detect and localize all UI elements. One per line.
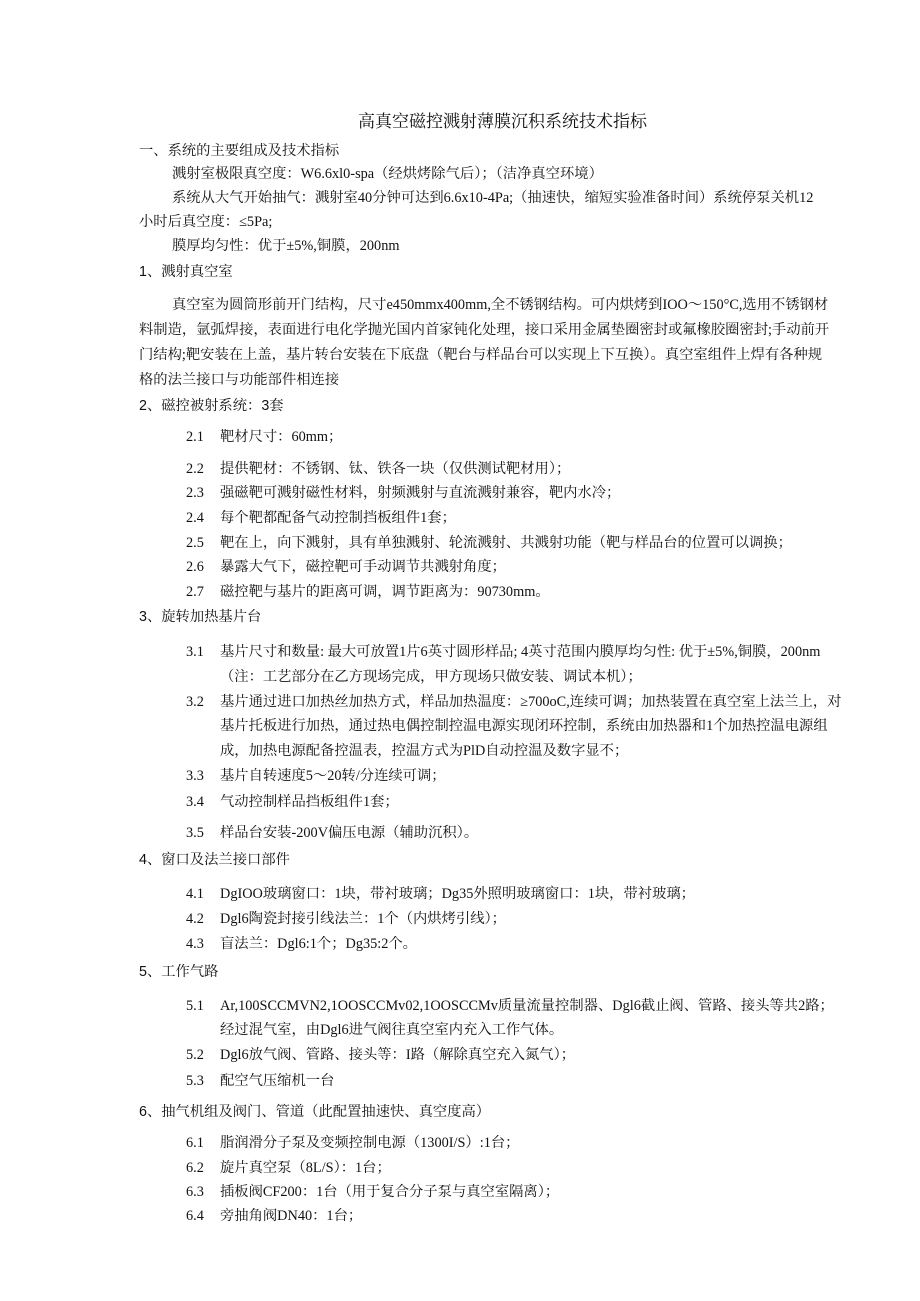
item-number: 2.2 [186,461,204,477]
item-number: 3.5 [186,825,204,841]
paragraph-line: 格的法兰接口与功能部件相连接 [139,372,340,388]
list-item [186,508,456,528]
item-number: 2.4 [186,510,204,526]
section-heading-substrate-stage: 3、旋转加热基片台 [139,609,262,625]
spec-line: 系统从大气开始抽气：溅射室40分钟可达到6.6x10-4Pa;（抽速快，缩短实验准备时间）系统停泵关机12 [172,190,814,206]
item-text: Dgl6放气阀、管路、接头等：I路（解除真空充入氮气）； [220,1047,576,1063]
spec-line: 溅射室极限真空度：W6.6xl0-spa（经烘烤除气后）；（洁净真空环境） [172,166,603,182]
item-continuation: （注：工艺部分在乙方现场完成，甲方现场只做安装、调试本机）； [220,669,642,685]
list-item [186,582,550,602]
item-continuation: 成，加热电源配备控温表，控温方式为PlD自动控温及数字显不； [220,743,629,759]
item-text: 配空气压缩机一台 [220,1073,335,1089]
list-item [186,692,841,712]
list-item [186,996,834,1016]
item-text: 基片自转速度5～20转/分连续可调； [220,768,446,784]
item-text: 气动控制样品挡板组件1套； [220,794,399,810]
item-continuation: 经过混气室，由Dgl6进气阀往真空室内充入工作气体。 [220,1022,564,1038]
spec-line: 膜厚均匀性：优于±5%,铜膜，200nm [172,238,400,254]
section-heading-sputtering: 2、磁控被射系统：3套 [139,398,284,414]
item-text: 旁抽角阀DN40：1台； [220,1208,363,1224]
list-item [186,884,695,904]
list-item [186,909,506,929]
section-heading-chamber: 1、溅射真空室 [139,264,233,280]
item-text: 脂润滑分子泵及变频控制电源（1300I/S）:1台； [220,1135,520,1151]
list-item [186,1158,391,1178]
item-text: 靶材尺寸：60mm； [220,429,343,445]
paragraph-line: 料制造，氩弧焊接，表面进行电化学抛光国内首家钝化处理，接口采用金属垫圈密封或氟橡胶圈密封;手动前开 [139,322,830,338]
item-number: 5.1 [186,998,204,1014]
list-item [186,1182,559,1202]
paragraph-line: 真空室为圆筒形前开门结构，尺寸e450mmx400mm,全不锈钢结构。可内烘烤到IOO～150°C,选用不锈钢材 [172,297,829,313]
list-item [186,1045,575,1065]
document-title: 高真空磁控溅射薄膜沉积系统技术指标 [358,112,647,131]
item-text: 基片尺寸和数量: 最大可放置1片6英寸圆形样品; 4英寸范围内膜厚均匀性: 优于±5%,铜膜，200nm [220,644,821,660]
item-number: 2.1 [186,429,204,445]
item-number: 4.2 [186,911,204,927]
item-number: 2.7 [186,584,204,600]
item-text: Ar,100SCCMVN2,1OOSCCMv02,1OOSCCMv质量流量控制器、Dgl6截止阀、管路、接头等共2路； [220,998,834,1014]
item-text: 样品台安装-200V偏压电源（辅助沉积）。 [220,825,479,841]
list-item [186,533,792,553]
item-number: 2.3 [186,485,204,501]
list-item [186,642,820,662]
item-text: 提供靶材：不锈钢、钛、铁各一块（仅供测试靶材用）； [220,461,571,477]
item-text: 靶在上，向下溅射，具有单独溅射、轮流溅射、共溅射功能（靶与样品台的位置可以调换； [220,535,792,551]
item-continuation: 基片托板进行加热，通过热电偶控制控温电源实现闭环控制，系统由加热器和1个加热控温电源组 [220,718,828,734]
list-item [186,766,446,786]
item-text: 强磁靶可溅射磁性材料，射频溅射与直流溅射兼容，靶内水冷； [220,485,621,501]
list-item [186,792,399,812]
item-number: 2.6 [186,559,204,575]
list-item [186,934,417,954]
item-text: 每个靶都配备气动控制挡板组件1套； [220,510,456,526]
item-text: DgIOO玻璃窗口：1块，带衬玻璃；Dg35外照明玻璃窗口：1块，带衬玻璃； [220,886,695,902]
item-number: 6.1 [186,1135,204,1151]
item-number: 3.2 [186,694,204,710]
list-item [186,427,342,447]
item-number: 6.2 [186,1160,204,1176]
item-text: 暴露大气下，磁控靶可手动调节共溅射角度； [220,559,506,575]
item-number: 3.4 [186,794,204,810]
section-heading-gas-lines: 5、工作气路 [139,964,219,980]
list-item [186,823,478,843]
spec-line: 小时后真空度：≤5Pa; [139,214,273,230]
item-number: 4.3 [186,936,204,952]
item-number: 5.2 [186,1047,204,1063]
item-number: 5.3 [186,1073,204,1089]
section-heading-overview: 一、系统的主要组成及技术指标 [139,143,340,159]
item-text: 磁控靶与基片的距离可调，调节距离为：90730mm。 [220,584,550,600]
item-number: 3.1 [186,644,204,660]
list-item [186,483,620,503]
item-number: 2.5 [186,535,204,551]
section-heading-pumping: 6、抽气机组及阀门、管道（此配置抽速快、真空度高） [139,1104,491,1120]
item-text: 插板阀CF200：1台（用于复合分子泵与真空室隔离）； [220,1184,560,1200]
item-number: 4.1 [186,886,204,902]
item-text: 基片通过进口加热丝加热方式，样品加热温度：≥700oC,连续可调；加热装置在真空室上法兰上，对 [220,694,842,710]
item-text: 旋片真空泵（8L/S）：1台； [220,1160,391,1176]
list-item [186,1133,519,1153]
list-item [186,1071,334,1091]
item-text: 盲法兰：Dgl6:1个；Dg35:2个。 [220,936,417,952]
item-number: 6.3 [186,1184,204,1200]
item-text: Dgl6陶瓷封接引线法兰：1个（内烘烤引线）； [220,911,506,927]
section-heading-flanges: 4、窗口及法兰接口部件 [139,852,290,868]
item-number: 6.4 [186,1208,204,1224]
list-item [186,459,570,479]
item-number: 3.3 [186,768,204,784]
paragraph-line: 门结构;靶安装在上盖，基片转台安装在下底盘（靶台与样品台可以实现上下互换）。真空室组件上焊有各种规 [139,347,823,363]
list-item [186,1206,362,1226]
list-item [186,557,506,577]
